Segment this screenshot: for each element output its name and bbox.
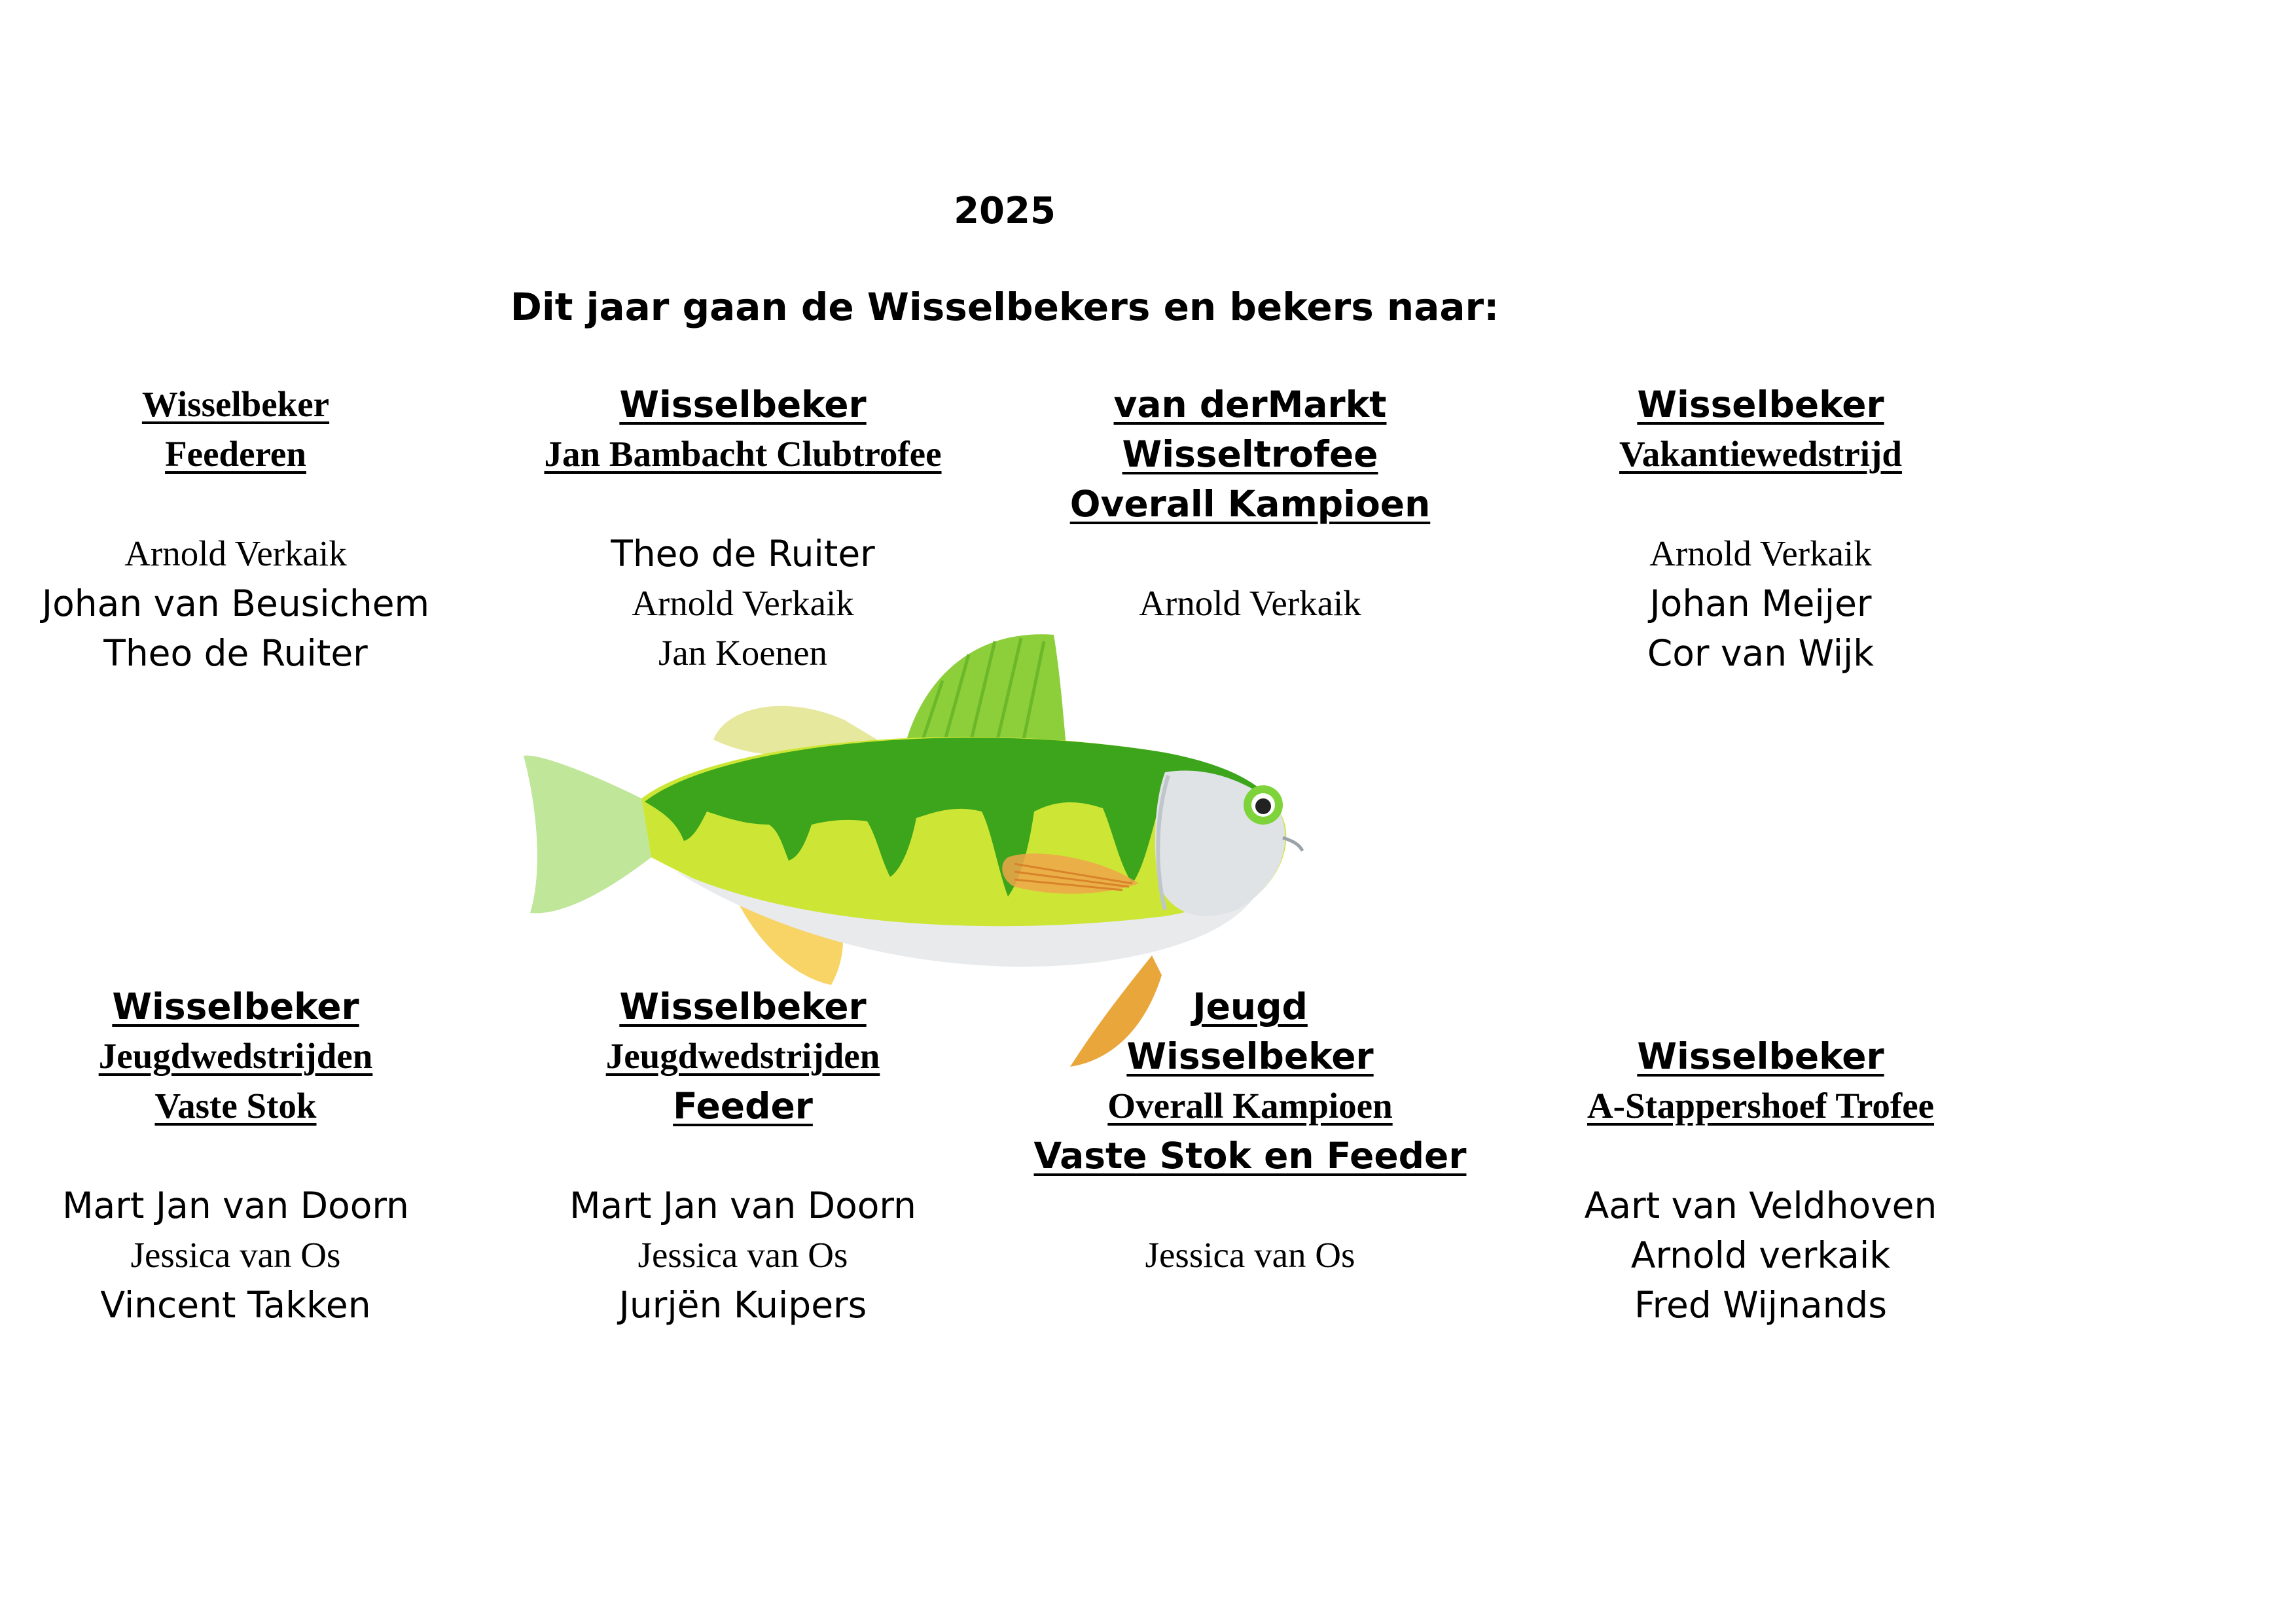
trophy-title: Jan Bambacht Clubtrofee	[544, 434, 942, 474]
trophy-title: A-Stappershoef Trofee	[1587, 1086, 1935, 1126]
winner-name: Arnold Verkaik	[1139, 583, 1361, 623]
trophy-title: van derMarkt	[1113, 383, 1387, 425]
winner-name: Vincent Takken	[100, 1284, 371, 1326]
trophy-title: Jeugdwedstrijden	[98, 1036, 373, 1076]
trophy-title: Feederen	[165, 434, 306, 474]
trophy-title: Wisselbeker	[1126, 1035, 1374, 1077]
trophy-jeugd-overall	[1001, 982, 1499, 1280]
trophy-vakantiewedstrijd	[1512, 380, 2009, 678]
winner-name: Theo de Ruiter	[103, 632, 368, 674]
winner-name: Fred Wijnands	[1634, 1284, 1887, 1326]
page-heading: Dit jaar gaan de Wisselbekers en bekers naar:	[510, 285, 1499, 329]
trophy-title: Wisselbeker	[112, 986, 359, 1027]
trophy-van-der-markt	[1001, 380, 1499, 628]
tail-fin	[524, 755, 651, 913]
winner-name: Arnold Verkaik	[632, 583, 854, 623]
winner-name: Mart Jan van Doorn	[569, 1185, 916, 1226]
winner-name: Cor van Wijk	[1647, 632, 1874, 674]
trophy-title: Jeugd	[1193, 986, 1308, 1027]
winner-name: Arnold Verkaik	[124, 533, 347, 573]
winner-name: Johan Meijer	[1649, 582, 1872, 624]
winner-name: Jessica van Os	[130, 1235, 341, 1275]
winner-name: Jurjën Kuipers	[619, 1284, 867, 1326]
trophy-feederen	[0, 380, 484, 678]
winner-name: Jessica van Os	[1145, 1235, 1355, 1275]
winner-name: Johan van Beusichem	[41, 582, 430, 624]
winner-name: Mart Jan van Doorn	[62, 1185, 409, 1226]
winner-name: Theo de Ruiter	[611, 533, 875, 575]
trophy-title: Wisselbeker	[619, 986, 867, 1027]
trophy-title: Wisselbeker	[1637, 1035, 1884, 1077]
winner-name: Jan Koenen	[658, 633, 828, 673]
trophy-title: Overall Kampioen	[1107, 1086, 1393, 1126]
trophy-jeugd-feeder	[494, 982, 992, 1330]
trophy-title: Wisselbeker	[1637, 383, 1884, 425]
trophy-jan-bambacht	[494, 380, 992, 678]
winner-name: Aart van Veldhoven	[1584, 1185, 1937, 1226]
winner-name: Arnold Verkaik	[1649, 533, 1872, 573]
trophy-title: Wisselbeker	[619, 383, 867, 425]
year-title: 2025	[954, 190, 1056, 232]
trophy-jeugd-vaste-stok	[0, 982, 484, 1330]
trophy-title: Vakantiewedstrijd	[1619, 434, 1902, 474]
trophy-title: Wisseltrofee	[1122, 433, 1378, 475]
trophy-title: Wisselbeker	[141, 384, 330, 424]
trophy-title: Vaste Stok	[154, 1086, 317, 1126]
trophy-a-stappershoef	[1512, 1031, 2009, 1330]
winner-name: Arnold verkaik	[1630, 1234, 1891, 1276]
trophy-title: Overall Kampioen	[1069, 483, 1431, 525]
trophy-title: Feeder	[673, 1085, 813, 1127]
trophy-title: Vaste Stok en Feeder	[1033, 1135, 1467, 1177]
winner-name: Jessica van Os	[637, 1235, 848, 1275]
trophy-title: Jeugdwedstrijden	[605, 1036, 880, 1076]
